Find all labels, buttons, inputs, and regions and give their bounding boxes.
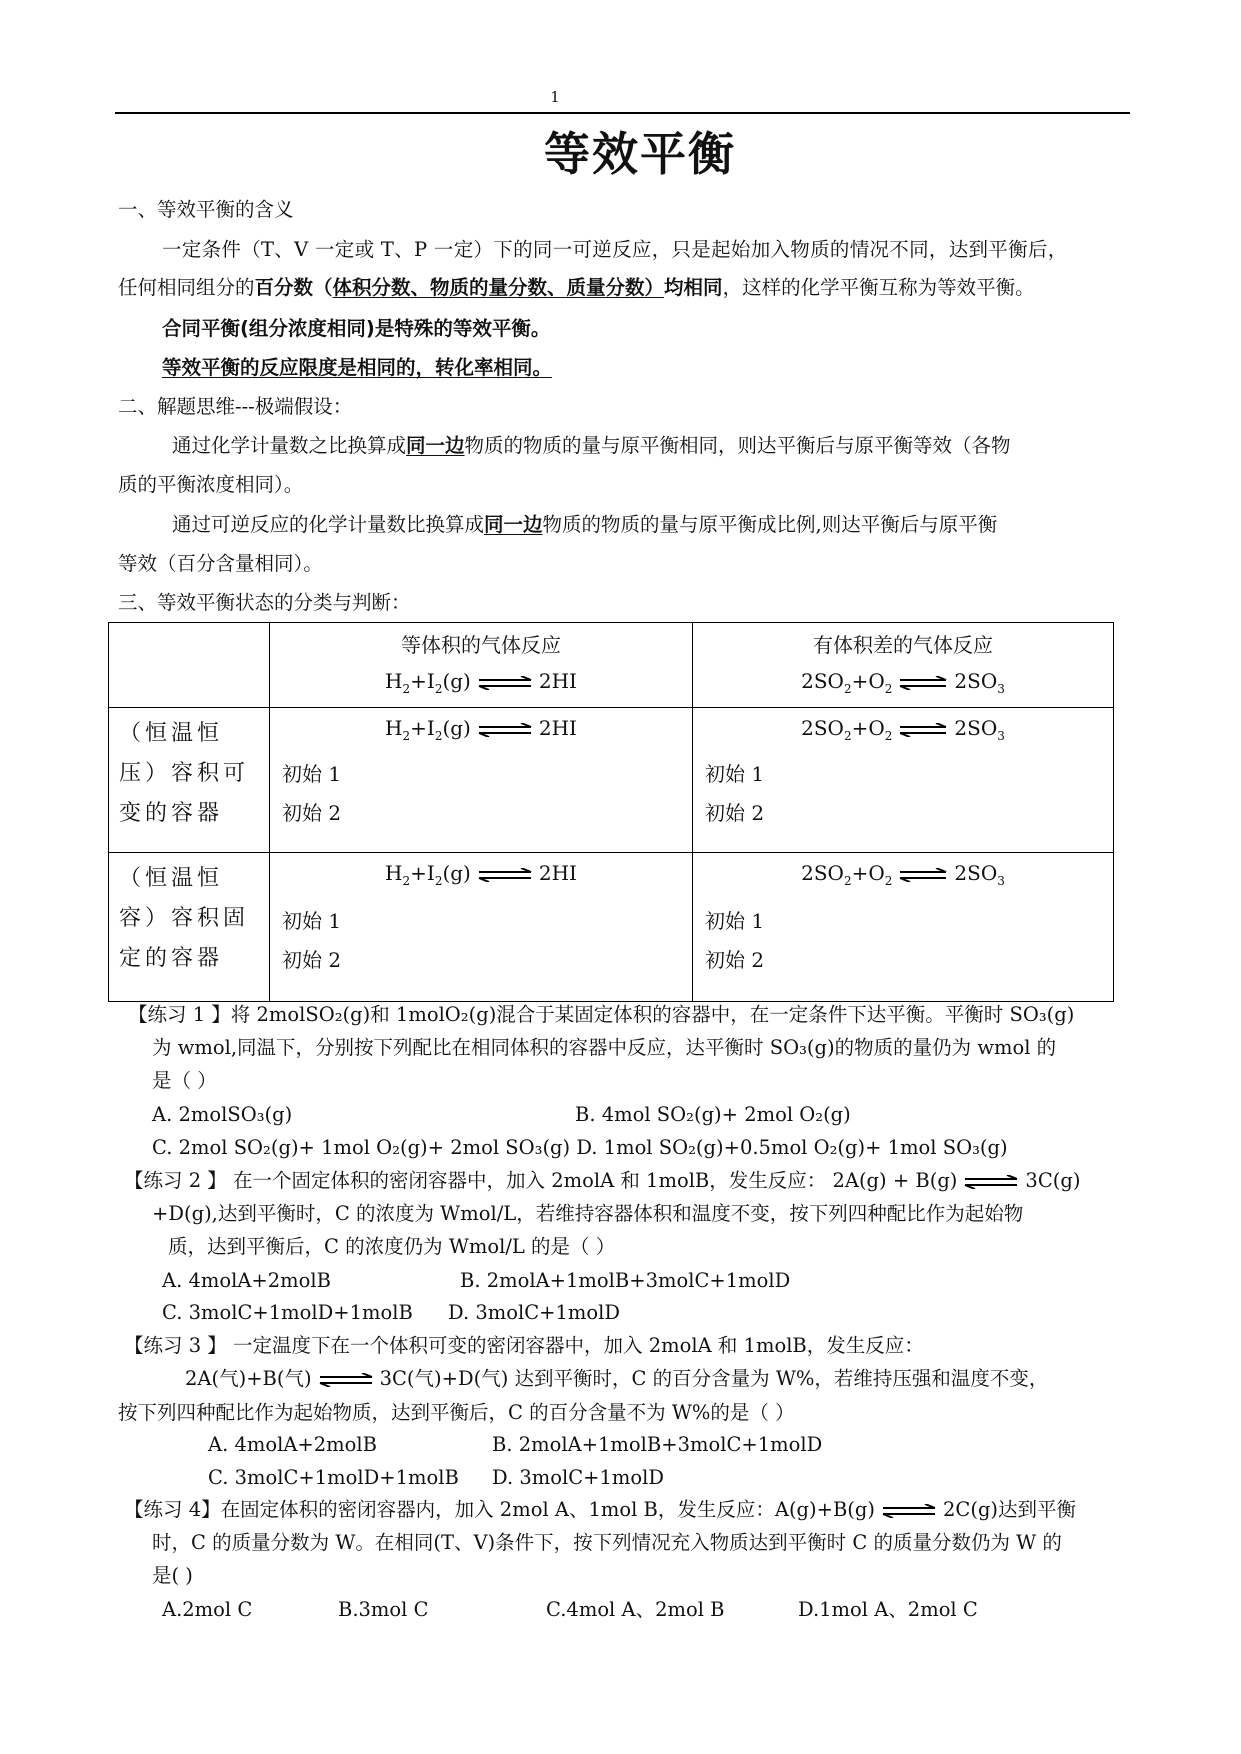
exercise-4-line1-text: 【练习 4】在固定体积的密闭容器内，加入 2mol A、1mol B，发生反应：A(g)+B(g) [124, 1498, 876, 1521]
s2-para1-line2: 质的平衡浓度相同）。 [118, 473, 304, 496]
exercise-3-line3: 按下列四种配比作为起始物质，达到平衡后，C 的百分含量不为 W%的是（ ） [118, 1401, 795, 1424]
s1-bold-line1: 合同平衡(组分浓度相同)是特殊的等效平衡。 [162, 317, 551, 340]
s2-p1-a: 通过化学计量数之比换算成 [172, 434, 407, 457]
exercise-2-option-d: D. 3molC+1molD [448, 1301, 620, 1324]
header-rule [115, 112, 1130, 114]
exercise-3-option-a: A. 4molA+2molB [208, 1433, 377, 1456]
exercise-2-option-b: B. 2molA+1molB+3molC+1molD [460, 1269, 791, 1292]
col2-header-equation: $2SO_2+O_2$ $2SO_3$ [801, 669, 1005, 696]
page-title: 等效平衡 [544, 127, 736, 181]
row1-col1-init2: 初始 2 [282, 801, 342, 825]
exercise-2-option-a: A. 4molA+2molB [162, 1269, 331, 1292]
table-corner-cell [109, 623, 270, 708]
equilibrium-arrow-icon [898, 676, 948, 690]
row1-label: （恒温恒压）容积可变的容器 [119, 721, 250, 826]
exercise-3-line1: 【练习 3 】 一定温度下在一个体积可变的密闭容器中，加入 2molA 和 1molB，发生反应： [124, 1334, 924, 1357]
s1-bold-line2: 等效平衡的反应限度是相同的，转化率相同。 [162, 356, 553, 379]
row1-col2-init1: 初始 1 [705, 762, 765, 786]
section-1-heading: 一、等效平衡的含义 [118, 198, 294, 221]
exercise-2-option-c: C. 3molC+1molD+1molB [162, 1301, 413, 1324]
exercise-3-line2-rest: 3C(气)+D(气) 达到平衡时，C 的百分含量为 W%，若维持压强和温度不变， [379, 1367, 1049, 1390]
s2-para1-line1 [172, 433, 1011, 459]
s1-text-d: 均相同 [664, 276, 723, 299]
exercise-1-line2: 为 wmol,同温下，分别按下列配比在相同体积的容器中反应，达平衡时 SO₃(g)的物质的量仍为 wmol 的 [152, 1036, 1057, 1059]
exercise-2-line3: 质，达到平衡后，C 的浓度仍为 Wmol/L 的是（ ） [168, 1235, 616, 1258]
s2-p1-b: 同一边 [406, 434, 465, 457]
exercise-4-line3: 是( ) [152, 1564, 193, 1587]
row2-col1-init2: 初始 2 [282, 948, 342, 972]
row2-col2-equation: $2SO_2+O_2$ $2SO_3$ [801, 861, 1005, 888]
equilibrium-arrow-icon [318, 1373, 374, 1387]
page-number: 1 [550, 88, 560, 106]
s1-para-line2 [118, 275, 1035, 301]
row2-col1-init1: 初始 1 [282, 909, 342, 933]
row2-label-cell [109, 853, 270, 1002]
equilibrium-arrow-icon [898, 868, 948, 882]
row1-col2-cell [693, 708, 1114, 853]
exercise-2-line1 [124, 1168, 1080, 1194]
exercise-4-option-d: D.1mol A、2mol C [798, 1598, 978, 1621]
row1-col1-init1: 初始 1 [282, 762, 342, 786]
exercise-3-option-c: C. 3molC+1molD+1molB [208, 1466, 459, 1489]
row1-col2-equation: $2SO_2+O_2$ $2SO_3$ [801, 716, 1005, 743]
equilibrium-arrow-icon [881, 1504, 937, 1518]
exercise-1-option-a: A. 2molSO₃(g) [152, 1103, 293, 1126]
exercise-4-option-b: B.3mol C [338, 1598, 429, 1621]
col2-header-label: 有体积差的气体反应 [813, 633, 993, 657]
section-3-heading: 三、等效平衡状态的分类与判断： [118, 591, 411, 614]
row2-col1-cell [270, 853, 693, 1002]
row1-col1-cell [270, 708, 693, 853]
equilibrium-arrow-icon [477, 868, 533, 882]
exercise-3-option-b: B. 2molA+1molB+3molC+1molD [492, 1433, 823, 1456]
section-2-heading: 二、解题思维---极端假设： [118, 395, 353, 418]
exercise-3-option-d: D. 3molC+1molD [492, 1466, 664, 1489]
exercise-4-line2: 时，C 的质量分数为 W。在相同(T、V)条件下，按下列情况充入物质达到平衡时 C 的质量分数仍为 W 的 [152, 1531, 1062, 1554]
col1-header-equation: $H_2+I_2(g)$ 2HI [385, 669, 577, 696]
s2-para2-line2: 等效（百分含量相同）。 [118, 552, 323, 575]
equilibrium-arrow-icon [477, 676, 533, 690]
table-header-col2 [693, 623, 1114, 708]
exercise-4-option-c: C.4mol A、2mol B [546, 1598, 725, 1621]
exercise-1-option-cd: C. 2mol SO₂(g)+ 1mol O₂(g)+ 2mol SO₃(g) D. 1mol SO₂(g)+0.5mol O₂(g)+ 1mol SO₃(g) [152, 1136, 1008, 1159]
s1-text-e: ，这样的化学平衡互称为等效平衡。 [722, 276, 1035, 299]
equilibrium-arrow-icon [477, 723, 533, 737]
table-header-col1 [270, 623, 693, 708]
s2-p2-a: 通过可逆反应的化学计量数比换算成 [172, 513, 485, 536]
row2-col2-cell [693, 853, 1114, 1002]
s2-p2-b: 同一边 [484, 513, 543, 536]
row1-col1-equation: $H_2+I_2(g)$ 2HI [385, 716, 577, 743]
s1-text-a: 任何相同组分的 [118, 276, 255, 299]
s2-para2-line1 [172, 512, 997, 538]
exercise-4-line1-product: 2C(g)达到平衡 [943, 1498, 1077, 1521]
row1-label-cell [109, 708, 270, 853]
exercise-2-line1-text: 【练习 2 】 在一个固定体积的密闭容器中，加入 2molA 和 1molB，发生反应： 2A(g) + B(g) [124, 1169, 958, 1192]
exercise-1-line3: 是（ ） [152, 1069, 217, 1092]
exercise-3-line2 [185, 1366, 1048, 1392]
row2-col2-init2: 初始 2 [705, 948, 765, 972]
exercise-2-line1-product: 3C(g) [1025, 1169, 1081, 1192]
s1-text-c: 体积分数、物质的量分数、质量分数） [332, 276, 665, 299]
s2-p2-c: 物质的物质的量与原平衡成比例,则达平衡后与原平衡 [542, 513, 998, 536]
col1-header-label: 等体积的气体反应 [401, 633, 561, 657]
row2-label: （恒温恒容）容积固定的容器 [119, 866, 250, 971]
exercise-2-line2: +D(g),达到平衡时，C 的浓度为 Wmol/L，若维持容器体积和温度不变，按下列四种配比作为起始物 [152, 1202, 1024, 1225]
s2-p1-c: 物质的物质的量与原平衡相同，则达平衡后与原平衡等效（各物 [464, 434, 1011, 457]
s1-text-b: 百分数（ [254, 276, 333, 299]
exercise-1-option-b: B. 4mol SO₂(g)+ 2mol O₂(g) [575, 1103, 851, 1126]
equilibrium-arrow-icon [898, 723, 948, 737]
exercise-4-option-a: A.2mol C [162, 1598, 253, 1621]
s1-para-line1: 一定条件（T、V 一定或 T、P 一定）下的同一可逆反应，只是起始加入物质的情况不同，达到平衡后， [162, 238, 1068, 261]
exercise-4-line1 [124, 1497, 1076, 1523]
exercise-1-line1: 【练习 1 】将 2molSO₂(g)和 1molO₂(g)混合于某固定体积的容器中，在一定条件下达平衡。平衡时 SO₃(g) [128, 1003, 1075, 1026]
row2-col2-init1: 初始 1 [705, 909, 765, 933]
equilibrium-arrow-icon [963, 1175, 1019, 1189]
exercise-3-reactants: 2A(气)+B(气) [185, 1367, 312, 1390]
row1-col2-init2: 初始 2 [705, 801, 765, 825]
row2-col1-equation: $H_2+I_2(g)$ 2HI [385, 861, 577, 888]
classification-table [108, 622, 1114, 1002]
